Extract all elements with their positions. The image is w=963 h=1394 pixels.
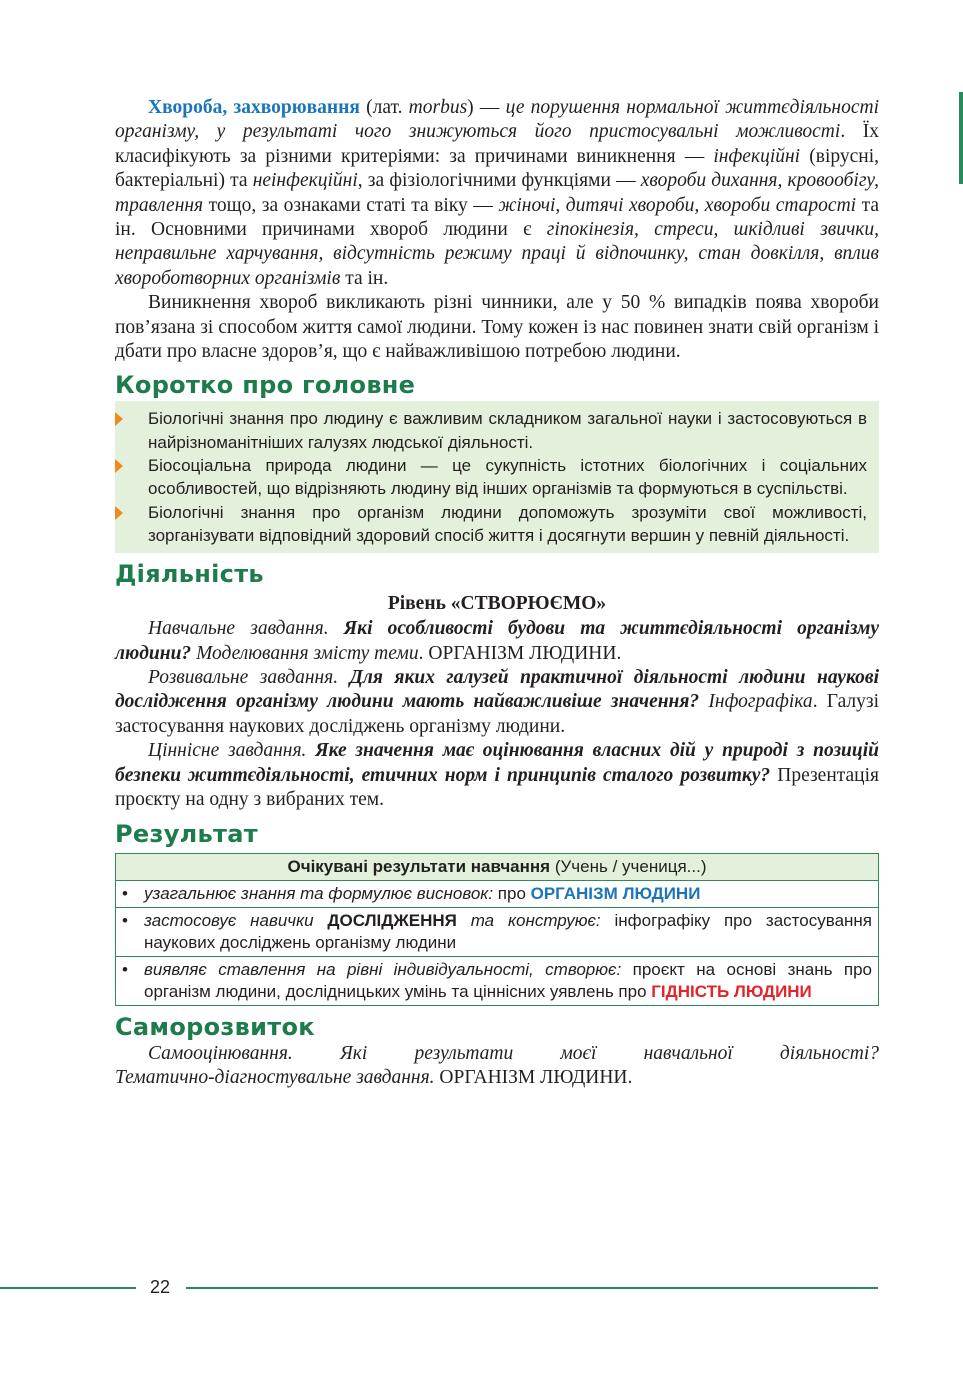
task-rest: . ОРГАНІЗМ ЛЮДИНИ.: [418, 642, 622, 664]
task-rest: . Галузі застосування наукових досліджень організму людини.: [115, 691, 880, 737]
table-cell: [116, 956, 879, 1005]
summary-item-text: Біосоціальна природа людини — це сукупність істотних біологічних і соціальних особливостей, що відрізняють людину від інших організмів та формуються в суспільстві.: [148, 456, 867, 499]
text-run: та ін.: [340, 267, 389, 289]
diagnostic-task-text: ОРГАНІЗМ ЛЮДИНИ.: [434, 1066, 633, 1088]
footer-rule-left: [0, 1287, 136, 1289]
level-title: Рівень «СТВОРЮЄМО»: [387, 593, 607, 615]
text-run: (лат.: [359, 97, 409, 118]
task-question: Які особливості будови та життєдіяльності організму людини?: [115, 618, 880, 664]
diagnostic-task-line: [115, 1066, 879, 1090]
italic-term: інфекційні: [713, 145, 801, 167]
causes-paragraph: Виникнення хвороб викликають різні чинники, але у 50 % випадків поява хвороби пов’язана зі способом життя самої людини. Тому кожен із нас повинен знати свій організм і дбати про власне здоров’я, що є найважливішою потребою людини.: [115, 292, 879, 363]
summary-box: [115, 401, 879, 553]
footer-rule-right: [186, 1287, 878, 1289]
bullet-dot-icon: •: [122, 959, 128, 979]
row-text: про: [493, 883, 531, 903]
summary-item: [115, 501, 867, 548]
summary-item-text: Біологічні знання про організм людини допоможуть зрозуміти свої можливості, зорганізувати відповідний здоровий спосіб життя і досягнути вершин у певній діяльності.: [148, 502, 867, 545]
summary-item: [115, 454, 867, 501]
italic-term: хвороби дихання, кровообігу, травлення: [115, 170, 879, 216]
task-label: Розвивальне завдання.: [148, 667, 339, 689]
task-question: Яке значення має оцінювання власних дій у природі з позицій безпеки життєдіяльності, етичних норм і принципів сталого розвитку?: [115, 740, 879, 786]
text-run: тощо, за ознаками статі та віку —: [203, 194, 499, 216]
self-assessment-text: Самооцінювання. Які результати моєї навчальної діяльності?: [148, 1042, 879, 1064]
table-cell: [116, 880, 879, 907]
orange-triangle-bullet-icon: [115, 506, 123, 520]
orange-triangle-bullet-icon: [115, 412, 123, 426]
task-rest: Презентація проєкту на одну з вибраних тем.: [115, 764, 880, 811]
table-row: [116, 956, 879, 1005]
orange-triangle-bullet-icon: [115, 459, 123, 473]
row-italic-2: та конструює:: [456, 910, 601, 930]
task-value: [115, 739, 879, 812]
table-row: [116, 907, 879, 956]
text-run: (вірусні, бактеріальні) та: [115, 145, 879, 192]
row-highlight-blue: ОРГАНІЗМ ЛЮДИНИ: [530, 883, 701, 903]
row-text: проєкт на основі знань про організм людини, дослідницьких умінь та ціннісних уявлень про: [144, 959, 872, 1001]
row-italic: виявляє ставлення на рівні індивідуальності, створює:: [144, 959, 622, 979]
term-disease: Хвороба, захворювання: [148, 97, 360, 118]
text-run: та ін. Основними причинами хвороб людини є: [115, 194, 880, 241]
task-label: Ціннісне завдання.: [148, 740, 307, 762]
summary-heading: Коротко про головне: [115, 371, 416, 400]
results-table: [115, 853, 879, 1006]
task-label: Навчальне завдання.: [148, 618, 329, 640]
table-header-row: [116, 853, 879, 880]
table-header: [116, 853, 879, 880]
italic-term: жіночі, дитячі хвороби, хвороби старості: [498, 194, 857, 216]
page-number: 22: [150, 1277, 171, 1297]
page-edge-marker: [959, 92, 963, 184]
row-bold: ДОСЛІДЖЕННЯ: [327, 910, 457, 930]
table-cell: [116, 907, 879, 956]
activity-heading: Діяльність: [115, 560, 264, 589]
task-developing: [115, 666, 879, 739]
row-text-2: інфографіку про застосування наукових досліджень організму людини: [144, 910, 873, 952]
result-heading: Результат: [115, 819, 258, 848]
latin-term: morbus: [408, 97, 468, 118]
row-italic: узагальнює знання та формулює висновок:: [144, 883, 494, 903]
table-header-rest: (Учень / учениця...): [550, 856, 707, 876]
self-development-heading: Саморозвиток: [115, 1012, 315, 1041]
row-italic: застосовує навички: [144, 910, 314, 930]
task-learning: [115, 617, 879, 666]
text-run: , за фізіологічними функціями —: [357, 170, 641, 192]
task-question: Для яких галузей практичної діяльності людини наукові дослідження організму людини мають найважливіше значення?: [115, 667, 879, 713]
bullet-dot-icon: •: [122, 910, 128, 930]
row-text: [314, 911, 328, 930]
italic-term: гіпокінезія, стреси, шкідливі звички, неправильне харчування, відсутність режиму праці й відпочинку, стан довкілля, вплив хвороботворних організмів: [115, 219, 879, 289]
text-run: ) —: [467, 97, 506, 118]
row-highlight-red: ГІДНІСТЬ ЛЮДИНИ: [651, 981, 812, 1001]
definition: це порушення нормальної життєдіяльності організму, у результаті чого знижуються його пристосувальні можливості: [115, 97, 879, 143]
italic-term: неінфекційні: [252, 170, 358, 192]
bullet-dot-icon: •: [122, 883, 128, 903]
task-method: Інфографіка: [708, 691, 813, 713]
table-row: [116, 880, 879, 907]
self-assessment-line: [115, 1042, 879, 1066]
intro-paragraph: [115, 96, 879, 291]
page-content: [115, 96, 879, 1090]
table-header-bold: Очікувані результати навчання: [287, 856, 551, 876]
text-run: . Їх класифікують за різними критеріями: за причинами виникнення —: [115, 121, 879, 167]
diagnostic-task-label: Тематично-діагностувальне завдання.: [115, 1066, 435, 1088]
summary-item: [115, 407, 867, 454]
task-method: Моделювання змісту теми: [196, 642, 419, 664]
summary-item-text: Біологічні знання про людину є важливим складником загальної науки і застосовуються в найрізноманітніших галузях людської діяльності.: [148, 409, 867, 452]
